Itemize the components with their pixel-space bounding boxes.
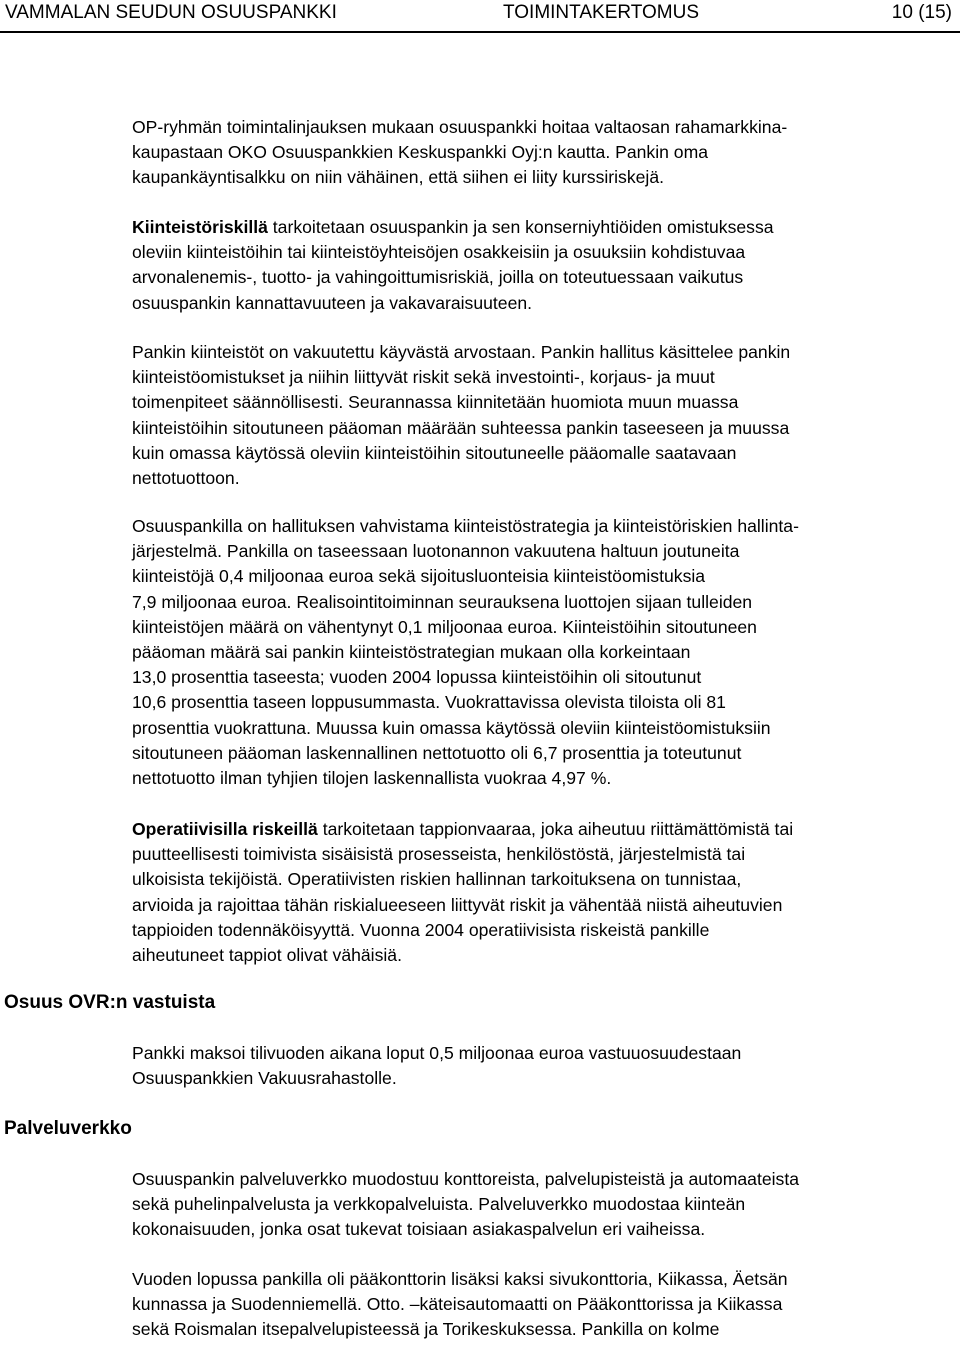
report-title: TOIMINTAKERTOMUS — [503, 2, 700, 23]
text-line: prosenttia vuokrattuna. Muussa kuin omassa käytössä oleviin kiinteistöomistuksiin — [132, 717, 771, 738]
paragraph-ovr — [132, 1041, 957, 1091]
text-line: kokonaisuuden, jonka osat tukevat toisiaan asiakaspalvelun eri vaiheissa. — [132, 1219, 706, 1240]
text-line: Osuuspankkien Vakuusrahastolle. — [132, 1068, 397, 1089]
side-heading-network: Palveluverkko — [4, 1118, 132, 1139]
text-line: nettotuottoon. — [132, 468, 240, 489]
header-rule — [0, 31, 960, 33]
text-line: aiheutuneet tappiot olivat vähäisiä. — [132, 945, 402, 966]
text-line: Kiinteistöriskillä tarkoitetaan osuuspankin ja sen konserniyhtiöiden omistuksessa — [132, 217, 774, 237]
text-line: 10,6 prosenttia taseen loppusummasta. Vuokrattavissa olevista tiloista oli 81 — [132, 692, 726, 713]
paragraph-strategy — [132, 514, 957, 791]
page-number: 10 (15) — [891, 2, 952, 23]
text-line: sitoutuneen pääoman laskennallinen nettotuotto oli 6,7 prosenttia ja toteutunut — [132, 742, 742, 763]
text-line: osuuspankin kannattavuuteen ja vakavaraisuuteen. — [132, 292, 533, 313]
paragraph-network — [132, 1167, 957, 1243]
text-line: järjestelmä. Pankilla on taseessaan luotonannon vakuutena haltuun joutuneita — [132, 541, 740, 562]
text-line: arvioida ja rajoittaa tähän riskialueeseen liittyvät riskit ja vähentää niistä aiheutuvien — [132, 894, 783, 915]
paragraph-insurance — [132, 340, 957, 491]
text-line: tappioiden todennäköisyyttä. Vuonna 2004 operatiivisista riskeistä pankille — [132, 919, 710, 940]
text-line: toimenpiteet säännöllisesti. Seurannassa kiinnitetään huomiota muun muassa — [132, 392, 739, 413]
text-line: Osuuspankilla on hallituksen vahvistama kiinteistöstrategia ja kiinteistöriskien hallinta- — [132, 516, 799, 536]
text-line: pääoman määrä sai pankin kiinteistöstrategian mukaan olla korkeintaan — [132, 642, 691, 663]
text-line: oleviin kiinteistöihin tai kiinteistöyhteisöjen osakkeisiin ja osuuksiin kohdistuvaa — [132, 242, 746, 263]
paragraph-operational-risk — [132, 817, 957, 968]
text-line: kiinteistöjen määrä on vähentynyt 0,1 miljoonaa euroa. Kiinteistöihin sitoutuneen — [132, 616, 757, 637]
side-heading-ovr: Osuus OVR:n vastuista — [4, 992, 216, 1013]
text-line: kaupastaan OKO Osuuspankkien Keskuspankki Oyj:n kautta. Pankin oma — [132, 142, 709, 163]
text-line: arvonalenemis-, tuotto- ja vahingoittumisriskiä, joilla on toteutuessaan vaikutus — [132, 267, 744, 288]
text-line: kiinteistöomistukset ja niihin liittyvät riskit sekä investointi-, korjaus- ja muut — [132, 367, 715, 388]
term-real-estate-risk: Kiinteistöriskillä — [132, 217, 268, 237]
text-line: 13,0 prosenttia taseesta; vuoden 2004 lopussa kiinteistöihin oli sitoutunut — [132, 667, 702, 688]
paragraph-branches — [132, 1267, 957, 1343]
text-line: kiinteistöihin sitoutuneen pääoman määrään suhteessa pankin taseeseen ja muussa — [132, 417, 790, 438]
paragraph-money-market — [132, 115, 957, 191]
text-line: sekä Roismalan itsepalvelupisteessä ja Torikeskuksessa. Pankilla on kolme — [132, 1319, 720, 1340]
text-line: OP-ryhmän toimintalinjauksen mukaan osuuspankki hoitaa valtaosan rahamarkkina- — [132, 117, 788, 137]
text-line: kaupankäyntisalkku on niin vähäinen, että siihen ei liity kurssiriskejä. — [132, 167, 665, 188]
bank-name: VAMMALAN SEUDUN OSUUSPANKKI — [5, 2, 337, 23]
text-line: Pankki maksoi tilivuoden aikana loput 0,5 miljoonaa euroa vastuuosuudestaan — [132, 1043, 742, 1063]
text-line: Vuoden lopussa pankilla oli pääkonttorin lisäksi kaksi sivukonttoria, Kiikassa, Äetsän — [132, 1269, 788, 1289]
text-line: puutteellisesti toimivista sisäisistä prosesseista, henkilöstöstä, järjestelmistä tai — [132, 844, 746, 865]
text-line: kuin omassa käytössä oleviin kiinteistöihin sitoutuneelle pääomalle saatavaan — [132, 442, 737, 463]
page-header — [0, 0, 960, 26]
text-line: kunnassa ja Suodenniemellä. Otto. –käteisautomaatti on Pääkonttorissa ja Kiikassa — [132, 1294, 783, 1315]
text-line: ulkoisista tekijöistä. Operatiivisten riskien hallinnan tarkoituksena on tunnistaa, — [132, 869, 742, 890]
term-operational-risk: Operatiivisilla riskeillä — [132, 819, 318, 839]
text-line: sekä puhelinpalvelusta ja verkkopalveluista. Palveluverkko muodostaa kiinteän — [132, 1194, 746, 1215]
text-line: 7,9 miljoonaa euroa. Realisointitoiminnan seurauksena luottojen sijaan tulleiden — [132, 591, 753, 612]
text-line: Osuuspankin palveluverkko muodostuu konttoreista, palvelupisteistä ja automaateista — [132, 1169, 799, 1189]
text-line: nettotuotto ilman tyhjien tilojen laskennallista vuokraa 4,97 %. — [132, 768, 612, 789]
paragraph-real-estate-risk — [132, 215, 957, 316]
text-line: Pankin kiinteistöt on vakuutettu käyvästä arvostaan. Pankin hallitus käsittelee pankin — [132, 342, 791, 362]
text-line: Operatiivisilla riskeillä tarkoitetaan tappionvaaraa, joka aiheutuu riittämättömistä tai — [132, 819, 794, 839]
text-line: kiinteistöjä 0,4 miljoonaa euroa sekä sijoitusluonteisia kiinteistöomistuksia — [132, 566, 706, 587]
